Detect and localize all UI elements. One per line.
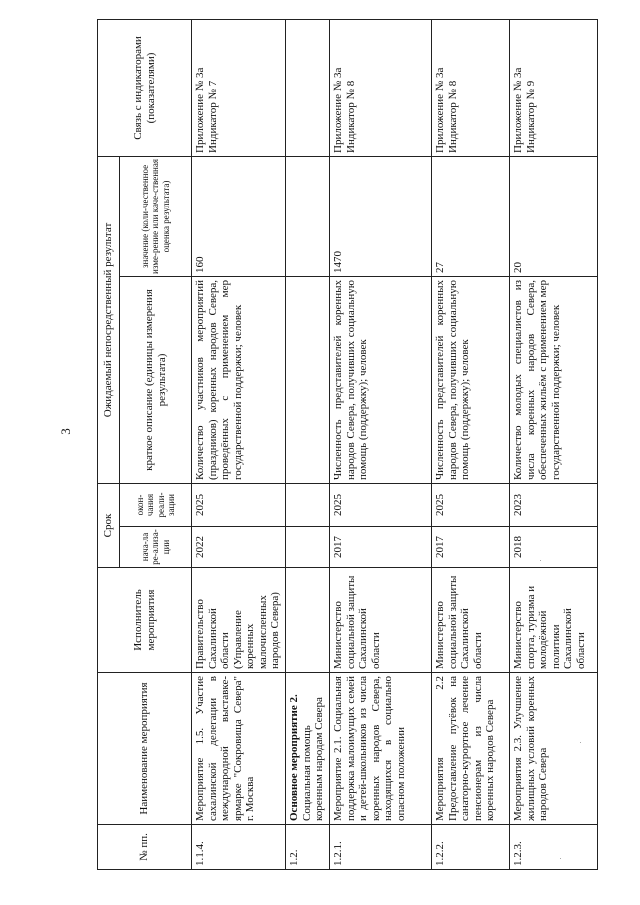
- header-period-start: нача-ла ре-ализа-ции: [120, 527, 192, 568]
- row-desc: Численность представителей коренных народов Севера, получивших социальную помощь (поддержку); человек: [330, 277, 432, 484]
- row-end: 2025: [192, 484, 286, 527]
- rotated-page: [97, 20, 597, 870]
- row-executor: [286, 568, 330, 673]
- row-name: Мероприятия 2.3. Улучшение жилищных условий коренных народов Севера: [510, 673, 598, 825]
- row-start: 2017: [330, 527, 432, 568]
- row-value: 1470: [330, 156, 432, 276]
- table-row: [330, 19, 432, 869]
- scan-speck: [560, 858, 561, 859]
- row-link: Приложение № 3а Индикатор № 9: [510, 19, 598, 156]
- row-end: 2025: [432, 484, 510, 527]
- row-executor: Министерство спорта, туризма и молодёжной политики Сахалинской области: [510, 568, 598, 673]
- row-link: [286, 19, 330, 156]
- header-result-desc: краткое описание (единицы измерения результата): [120, 277, 192, 484]
- row-end: [286, 484, 330, 527]
- table-row: [510, 19, 598, 869]
- row-num: 1.2.3.: [510, 825, 598, 870]
- row-num: 1.2.2.: [432, 825, 510, 870]
- scan-speck: [540, 560, 541, 561]
- table-row: [432, 19, 510, 869]
- row-name-bold: Основное мероприятие 2.: [288, 694, 300, 821]
- page-number: 3: [57, 428, 73, 435]
- table-row: [286, 19, 330, 869]
- row-start: 2017: [432, 527, 510, 568]
- header-result: Ожидаемый непосредственный результат: [98, 156, 120, 483]
- row-value: [286, 156, 330, 276]
- row-name: Мероприятия 2.2 Предоставление путёвок на санаторно-курортное лечение пенсионерам из числа коренных народов Севера: [432, 673, 510, 825]
- header-period-end: окон-чания реали-зации: [120, 484, 192, 527]
- header-row-1: [98, 19, 120, 869]
- header-name: Наименование мероприятия: [98, 673, 192, 825]
- header-executor: Исполнитель мероприятия: [98, 568, 192, 673]
- row-value: 20: [510, 156, 598, 276]
- row-desc: [286, 277, 330, 484]
- row-name: [286, 673, 330, 825]
- header-period: Срок: [98, 484, 120, 568]
- row-end: 2023: [510, 484, 598, 527]
- row-num: 1.1.4.: [192, 825, 286, 870]
- row-desc: Количество участников мероприятий (праздников) коренных народов Севера, проведённых с применением мер государственной поддержки; человек: [192, 277, 286, 484]
- row-end: 2025: [330, 484, 432, 527]
- row-link: Приложение № 3а Индикатор № 8: [432, 19, 510, 156]
- row-link: Приложение № 3а Индикатор № 7: [192, 19, 286, 156]
- row-value: 160: [192, 156, 286, 276]
- row-executor: Министерство социальной защиты Сахалинской области: [330, 568, 432, 673]
- row-start: 2018: [510, 527, 598, 568]
- row-name: Мероприятие 1.5. Участие сахалинской делегации в международной выставке-ярмарке "Сокровища Севера" г. Москва: [192, 673, 286, 825]
- row-executor: Министерство социальной защиты Сахалинской области: [432, 568, 510, 673]
- row-name-rest: Социальная помощь коренным народам Севера: [300, 697, 325, 821]
- table-row: [192, 19, 286, 869]
- header-result-value: значение (коли-чественное изме-рение или каче-ственная оценка результата): [120, 156, 192, 276]
- row-num: 1.2.: [286, 825, 330, 870]
- row-num: 1.2.1.: [330, 825, 432, 870]
- row-desc: Численность представителей коренных народов Севера, получивших социальную помощь (поддержку); человек: [432, 277, 510, 484]
- header-num: № пп.: [98, 825, 192, 870]
- row-name: Мероприятие 2.1. Социальная поддержка малоимущих семей и детей-школьников из числа коренных народов Севера, находящихся в социально опасном положении: [330, 673, 432, 825]
- row-start: [286, 527, 330, 568]
- row-link: Приложение № 3а Индикатор № 8: [330, 19, 432, 156]
- header-link: Связь с индикаторами (показателями): [98, 19, 192, 156]
- row-value: 27: [432, 156, 510, 276]
- row-executor: Правительство Сахалинской области (Управление коренных малочисленных народов Севера): [192, 568, 286, 673]
- scan-speck: [580, 742, 581, 743]
- row-desc: Количество молодых специалистов из числа коренных народов Севера, обеспеченных жильём с применением мер государственной поддержки; человек: [510, 277, 598, 484]
- program-activities-table: [97, 19, 598, 870]
- row-start: 2022: [192, 527, 286, 568]
